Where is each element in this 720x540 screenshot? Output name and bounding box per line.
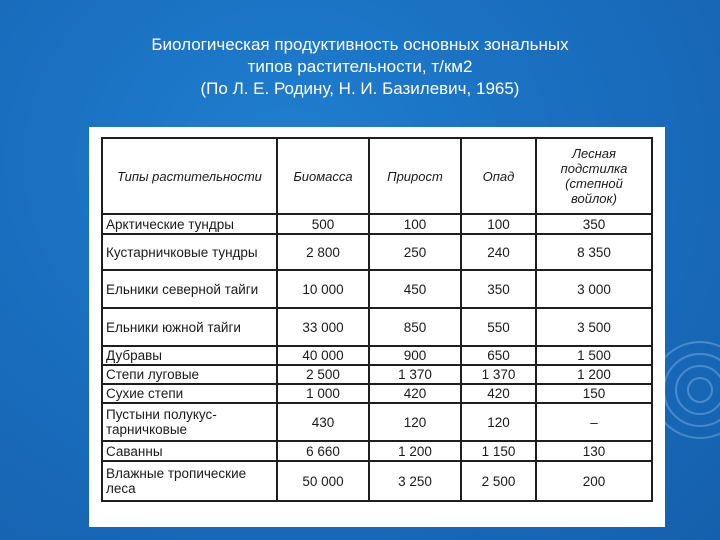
header-biomass: Биомасса xyxy=(277,138,369,214)
row-biomass: 1 000 xyxy=(277,384,369,403)
slide-title xyxy=(0,34,720,100)
table-header-row xyxy=(102,138,652,214)
row-biomass: 2 800 xyxy=(277,234,369,270)
row-litterfall: 2 500 xyxy=(461,461,536,501)
row-biomass: 2 500 xyxy=(277,365,369,384)
row-forest-litter: 130 xyxy=(536,441,652,461)
row-forest-litter: 1 200 xyxy=(536,365,652,384)
table-row xyxy=(102,308,652,346)
table-row xyxy=(102,270,652,308)
table-row xyxy=(102,384,652,403)
row-forest-litter: – xyxy=(536,403,652,441)
table-row xyxy=(102,461,652,501)
row-litterfall: 1 150 xyxy=(461,441,536,461)
row-name: Влажные тропические леса xyxy=(102,461,277,501)
row-growth: 900 xyxy=(369,346,461,365)
row-biomass: 6 660 xyxy=(277,441,369,461)
row-litterfall: 240 xyxy=(461,234,536,270)
row-litterfall: 1 370 xyxy=(461,365,536,384)
row-name: Дубравы xyxy=(102,346,277,365)
row-forest-litter: 150 xyxy=(536,384,652,403)
title-line-2: типов растительности, т/км2 xyxy=(247,57,473,76)
row-litterfall: 420 xyxy=(461,384,536,403)
row-name: Саванны xyxy=(102,441,277,461)
row-forest-litter: 1 500 xyxy=(536,346,652,365)
row-litterfall: 550 xyxy=(461,308,536,346)
table-row xyxy=(102,346,652,365)
title-line-3: (По Л. Е. Родину, Н. И. Базилевич, 1965) xyxy=(200,79,520,98)
row-name: Сухие степи xyxy=(102,384,277,403)
table-row xyxy=(102,365,652,384)
row-biomass: 50 000 xyxy=(277,461,369,501)
row-forest-litter: 350 xyxy=(536,214,652,234)
row-biomass: 500 xyxy=(277,214,369,234)
row-growth: 120 xyxy=(369,403,461,441)
row-name: Ельники южной тайги xyxy=(102,308,277,346)
row-name: Степи луговые xyxy=(102,365,277,384)
row-forest-litter: 3 500 xyxy=(536,308,652,346)
row-biomass: 430 xyxy=(277,403,369,441)
title-line-1: Биологическая продуктивность основных зональных xyxy=(151,35,569,54)
table-card xyxy=(89,127,665,527)
row-litterfall: 350 xyxy=(461,270,536,308)
row-growth: 420 xyxy=(369,384,461,403)
row-forest-litter: 3 000 xyxy=(536,270,652,308)
table-row xyxy=(102,234,652,270)
header-vegetation-types: Типы растительности xyxy=(102,138,277,214)
row-litterfall: 100 xyxy=(461,214,536,234)
header-growth: Прирост xyxy=(369,138,461,214)
productivity-table xyxy=(101,137,653,502)
row-name: Арктические тундры xyxy=(102,214,277,234)
row-biomass: 33 000 xyxy=(277,308,369,346)
row-growth: 450 xyxy=(369,270,461,308)
row-forest-litter: 8 350 xyxy=(536,234,652,270)
row-forest-litter: 200 xyxy=(536,461,652,501)
table-row xyxy=(102,214,652,234)
row-biomass: 40 000 xyxy=(277,346,369,365)
header-forest-litter: Лесная подстилка (степной войлок) xyxy=(536,138,652,214)
row-growth: 100 xyxy=(369,214,461,234)
table-row xyxy=(102,441,652,461)
row-growth: 1 200 xyxy=(369,441,461,461)
row-growth: 3 250 xyxy=(369,461,461,501)
row-biomass: 10 000 xyxy=(277,270,369,308)
row-name: Пустыни полукус-тарничковые xyxy=(102,403,277,441)
row-litterfall: 120 xyxy=(461,403,536,441)
row-growth: 850 xyxy=(369,308,461,346)
row-litterfall: 650 xyxy=(461,346,536,365)
header-litterfall: Опад xyxy=(461,138,536,214)
row-growth: 250 xyxy=(369,234,461,270)
row-growth: 1 370 xyxy=(369,365,461,384)
table-row xyxy=(102,403,652,441)
row-name: Кустарничковые тундры xyxy=(102,234,277,270)
row-name: Ельники северной тайги xyxy=(102,270,277,308)
